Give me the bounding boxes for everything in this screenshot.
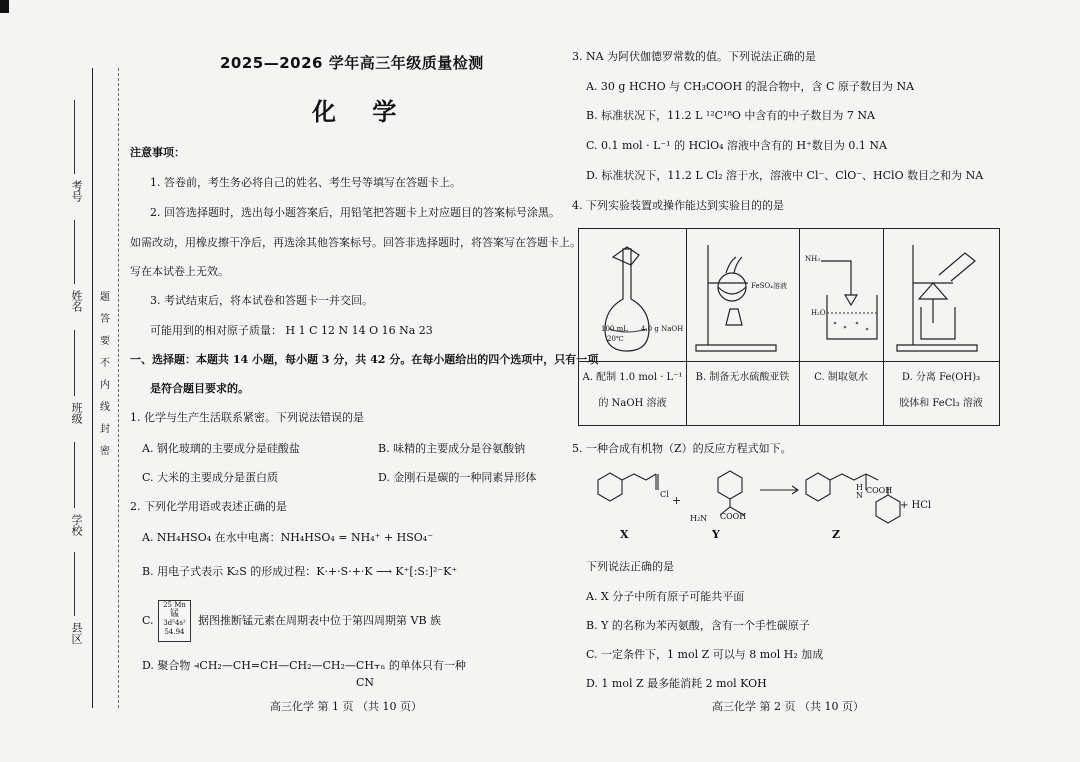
margin-label-class: 班级 <box>70 402 83 424</box>
q1-option-a: A. 钢化玻璃的主要成分是硅酸盐 <box>142 442 300 455</box>
option-d-caption: D. 分离 Fe(OH)₃ <box>901 372 981 383</box>
question-2-stem: 2. 下列化学用语或表述正确的是 <box>130 500 287 513</box>
subject-title: 化 学 <box>312 98 411 126</box>
section-heading-cont: 是符合题目要求的。 <box>150 382 249 395</box>
page-1-footer: 高三化学 第 1 页 （共 10 页） <box>270 700 422 713</box>
seal-word: 不 <box>100 358 110 369</box>
q2-option-c: 据图推断锰元素在周期表中位于第四周期第 VB 族 <box>198 614 442 627</box>
flask-volume-label: 100 mL <box>601 325 628 333</box>
question-5-stem: 5. 一种合成有机物（Z）的反应方程式如下。 <box>572 442 792 455</box>
q1-option-c: C. 大米的主要成分是蛋白质 <box>142 471 279 484</box>
x-cl-label: Cl <box>660 490 669 499</box>
reaction-scheme-figure <box>580 466 920 546</box>
fill-line <box>74 100 75 174</box>
seal-word: 题 <box>100 292 110 303</box>
margin-label-county: 县区 <box>70 622 83 644</box>
q5-option-a: A. X 分子中所有原子可能共平面 <box>586 590 745 603</box>
margin-label-name: 姓名 <box>70 290 83 312</box>
hcl-product: + HCl <box>900 500 932 511</box>
q3-option-c: C. 0.1 mol · L⁻¹ 的 HClO₄ 溶液中含有的 H⁺数目为 0.1 NA <box>586 139 887 152</box>
q2-option-b: B. 用电子式表示 K₂S 的形成过程：K·+·S·+·K ⟶ K⁺[:S:]²⁻K⁺ <box>142 565 458 578</box>
q5-option-b: B. Y 的名称为苯丙氨酸，含有一个手性碳原子 <box>586 619 810 632</box>
q2-option-d-cn: CN <box>356 676 375 689</box>
section-heading: 一、选择题：本题共 14 小题，每小题 3 分，共 42 分。在每小题给出的四个选项中，只有一项 <box>130 353 599 366</box>
question-4-stem: 4. 下列实验装置或操作能达到实验目的的是 <box>572 199 784 212</box>
q5-option-c: C. 一定条件下，1 mol Z 可以与 8 mol H₂ 加成 <box>586 648 824 661</box>
ammonia-absorption-figure <box>799 229 883 361</box>
margin-label-school: 学校 <box>70 514 83 536</box>
notice-heading: 注意事项： <box>130 146 185 159</box>
atomic-mass-line: 可能用到的相对原子质量： H 1 C 12 N 14 O 16 Na 23 <box>150 324 433 337</box>
q2-option-c-label: C. <box>142 614 154 627</box>
notice-item: 1. 答卷前，考生务必将自己的姓名、考生号等填写在答题卡上。 <box>150 176 461 189</box>
q3-option-b: B. 标准状况下，11.2 L ¹²C¹⁸O 中含有的中子数目为 7 NA <box>586 109 875 122</box>
option-a-caption: A. 配制 1.0 mol · L⁻¹ <box>582 372 683 383</box>
q3-option-a: A. 30 g HCHO 与 CH₃COOH 的混合物中，含 C 原子数目为 NA <box>586 80 915 93</box>
binding-dash-line <box>118 68 119 708</box>
plus-sign: + <box>672 494 682 507</box>
table-divider <box>579 361 999 362</box>
seal-word: 线 <box>100 402 110 413</box>
feso4-label: FeSO₄溶液 <box>751 282 787 290</box>
option-d-caption-2: 胶体和 FeCl₃ 溶液 <box>899 398 983 409</box>
manganese-element-box <box>158 600 191 642</box>
naoh-mass-label: 4.0 g NaOH <box>641 325 684 333</box>
volumetric-flask-figure <box>579 229 686 361</box>
q5-option-d: D. 1 mol Z 最多能消耗 2 mol KOH <box>586 677 767 690</box>
option-a-caption-2: 的 NaOH 溶液 <box>598 398 667 409</box>
notice-item: 写在本试卷上无效。 <box>130 265 229 278</box>
notice-item: 2. 回答选择题时，选出每小题答案后，用铅笔把答题卡上对应题目的答案标号涂黑。 <box>150 206 560 219</box>
seal-word: 要 <box>100 336 110 347</box>
mn-mass: 54.94 <box>164 628 185 636</box>
y-cooh-label: COOH <box>720 512 747 521</box>
seal-word: 答 <box>100 314 110 325</box>
question-3-stem: 3. NA 为阿伏伽德罗常数的值。下列说法正确的是 <box>572 50 817 63</box>
y-nh2-label: H₂N <box>690 514 708 523</box>
seal-word: 内 <box>100 380 110 391</box>
page-title: 2025—2026 学年高三年级质量检测 <box>220 54 484 72</box>
corner-mark <box>0 0 9 13</box>
option-b-caption: B. 制备无水硫酸亚铁 <box>695 372 790 383</box>
filtration-apparatus-figure <box>883 229 999 361</box>
margin-label-exam-no: 考号 <box>70 180 83 202</box>
fill-line <box>74 442 75 508</box>
z-cooh-label: COOH <box>866 486 893 495</box>
fill-line <box>74 330 75 396</box>
binding-line <box>92 68 93 708</box>
compound-y-label: Y <box>712 528 720 541</box>
compound-z-label: Z <box>832 528 841 541</box>
notice-item: 如需改动，用橡皮擦干净后，再选涂其他答案标号。回答非选择题时，将答案写在答题卡上。 <box>130 236 581 249</box>
mn-name: 锰 <box>169 609 179 619</box>
flask-temp-label: 20℃ <box>607 335 624 343</box>
q3-option-d: D. 标准状况下，11.2 L Cl₂ 溶于水，溶液中 Cl⁻、ClO⁻、HClO 数目之和为 NA <box>586 169 984 182</box>
apparatus-table <box>578 228 1000 426</box>
evaporation-apparatus-figure <box>686 229 799 361</box>
fill-line <box>74 552 75 616</box>
notice-item: 3. 考试结束后，将本试卷和答题卡一并交回。 <box>150 294 373 307</box>
q2-option-a: A. NH₄HSO₄ 在水中电离：NH₄HSO₄ = NH₄⁺ + HSO₄⁻ <box>142 531 434 544</box>
seal-word: 封 <box>100 424 110 435</box>
question-1-stem: 1. 化学与生产生活联系紧密。下列说法错误的是 <box>130 411 364 424</box>
compound-x-label: X <box>620 528 629 541</box>
q5-prompt: 下列说法正确的是 <box>586 560 674 573</box>
mn-number: 25 Mn <box>163 601 186 609</box>
seal-word: 密 <box>100 446 110 457</box>
q1-option-b: B. 味精的主要成分是谷氨酸钠 <box>378 442 526 455</box>
q1-option-d: D. 金刚石是碳的一种同素异形体 <box>378 471 537 484</box>
fill-line <box>74 220 75 284</box>
z-nh-label: H N <box>856 483 863 500</box>
option-c-caption: C. 制取氨水 <box>814 372 868 383</box>
nh3-label: NH₃ <box>805 255 821 263</box>
mn-config: 3d⁵4s² <box>163 619 186 627</box>
h2o-label: H₂O <box>811 309 826 317</box>
page-2-footer: 高三化学 第 2 页 （共 10 页） <box>712 700 864 713</box>
q2-option-d: D. 聚合物 ⫞CH₂—CH=CH—CH₂—CH₂—CH⫟ₙ 的单体只有一种 <box>142 659 466 672</box>
